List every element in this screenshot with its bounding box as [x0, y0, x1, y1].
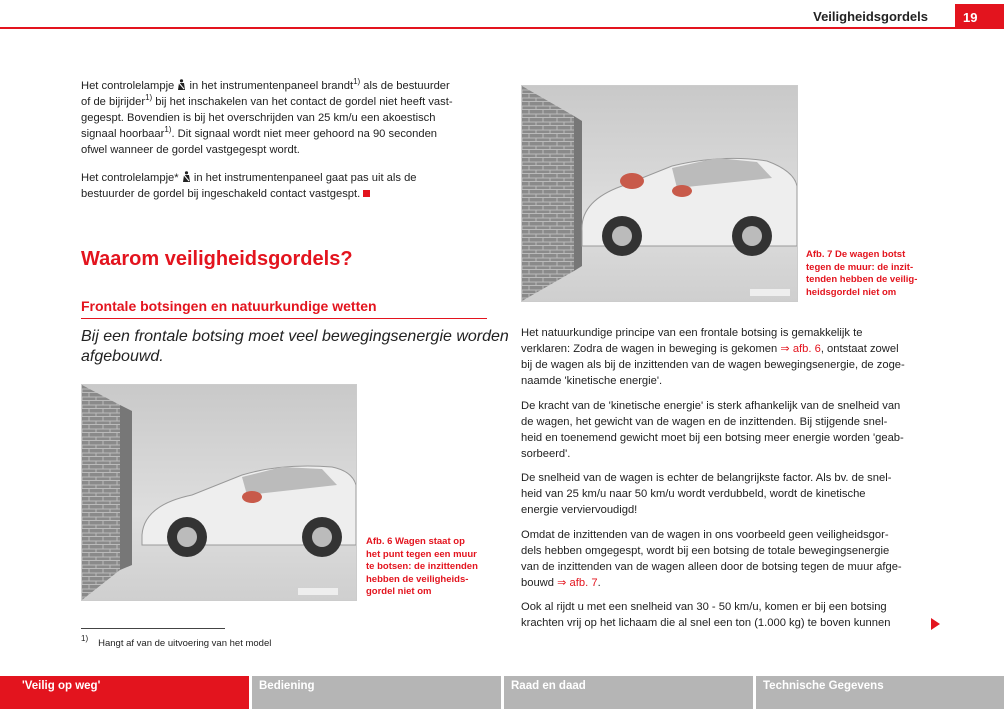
- text-run: ofwel wanneer de gordel vastgegespt wordt.: [81, 144, 300, 156]
- text-line: [521, 486, 891, 502]
- text-line: [521, 559, 902, 575]
- paragraph-lamp-off: [81, 170, 417, 202]
- text-run: .: [597, 577, 601, 589]
- paragraph-kinetic-energy: [521, 398, 904, 462]
- text-run: heid van 25 km/u naar 50 km/u wordt verdubbeld, wordt de kinetische: [521, 488, 866, 500]
- text-run: De kracht van de 'kinetische energie' is sterk afhankelijk van de snelheid van: [521, 400, 901, 412]
- figure-link[interactable]: ⇒ afb. 7: [557, 577, 598, 589]
- text-line: [521, 414, 904, 430]
- text-run: Het controlelampje: [81, 80, 178, 92]
- text-line: [81, 186, 417, 202]
- text-line: [521, 430, 904, 446]
- text-line: [81, 347, 509, 367]
- text-run: heid en toenemend gewicht moet bij een botsing meer energie worden 'geab-: [521, 432, 904, 444]
- text-run: , ontstaat zowel: [820, 343, 899, 355]
- footnote-reference: 1): [164, 125, 172, 134]
- text-line: [81, 327, 509, 347]
- text-line: [521, 341, 905, 357]
- figure-7-image: [521, 85, 798, 302]
- text-run: te botsen: de inzittenden: [366, 561, 478, 572]
- text-line: [366, 561, 478, 574]
- footnote: [81, 634, 272, 649]
- seatbelt-warning-icon: [182, 171, 191, 182]
- car-before-crash-illustration: [82, 385, 356, 600]
- text-run: Omdat de inzittenden van de wagen in ons voorbeeld geen veiligheidsgor-: [521, 529, 889, 541]
- text-line: [521, 357, 905, 373]
- text-run: bij het inschakelen van het contact de gordel niet heeft vast-: [152, 96, 453, 108]
- text-line: [521, 575, 902, 591]
- text-run: het punt tegen een muur: [366, 548, 477, 560]
- text-line: [366, 536, 478, 549]
- text-line: [521, 398, 904, 414]
- text-line: [521, 325, 905, 341]
- text-run: krachten vrij op het lichaam die al snel een ton (1.000 kg) te boven kunnen: [521, 617, 891, 629]
- text-line: [521, 599, 890, 615]
- nav-tab-bediening[interactable]: Bediening: [252, 676, 501, 709]
- text-run: tenden hebben de veilig-: [806, 274, 918, 285]
- text-run: tegen de muur: de inzit-: [806, 261, 914, 273]
- text-line: [366, 574, 478, 587]
- text-run: afgebouwd.: [81, 348, 164, 365]
- paragraph-warning-lamp: [81, 78, 453, 158]
- text-line: [81, 126, 453, 142]
- footnote-text: Hangt af van de uitvoering van het model: [98, 638, 272, 649]
- footnote-reference: 1): [145, 93, 153, 102]
- nav-tab-technische-gegevens[interactable]: Technische Gegevens: [756, 676, 1004, 709]
- nav-tab-veilig-op-weg[interactable]: 'Veilig op weg': [0, 676, 249, 709]
- text-line: [521, 615, 890, 631]
- figure-6-caption: [366, 536, 478, 599]
- text-line: [81, 78, 453, 94]
- text-run: energie verviervoudigd!: [521, 504, 638, 516]
- section-heading: Waarom veiligheidsgordels?: [81, 248, 353, 270]
- nav-tab-raad-en-daad[interactable]: Raad en daad: [504, 676, 753, 709]
- text-run: heidsgordel niet om: [806, 286, 897, 298]
- text-run: De snelheid van de wagen is echter de belangrijkste factor. Als bv. de snel-: [521, 472, 892, 484]
- paragraph-forces: [521, 599, 890, 631]
- text-line: [806, 274, 917, 287]
- text-line: [81, 110, 453, 126]
- text-line: [81, 94, 453, 110]
- header-rule: [0, 27, 955, 29]
- text-line: [521, 527, 902, 543]
- text-line: [806, 262, 917, 275]
- text-line: [521, 502, 891, 518]
- text-run: Het natuurkundige principe van een frontale botsing is gemakkelijk te: [521, 327, 863, 339]
- text-run: gegespt. Bovendien is bij het overschrijden van 25 km/u een akoestisch: [81, 112, 436, 124]
- text-run: . Dit signaal wordt niet meer gehoord na 90 seconden: [171, 128, 438, 140]
- text-run: Ook al rijdt u met een snelheid van 30 - 50 km/u, komen er bij een botsing: [521, 601, 887, 613]
- figure-7-caption: [806, 249, 917, 299]
- text-run: hebben de veiligheids-: [366, 573, 469, 585]
- text-line: [81, 170, 417, 186]
- lead-text: [81, 327, 509, 367]
- text-line: [366, 586, 478, 599]
- text-run: sorbeerd'.: [521, 448, 571, 460]
- text-line: [521, 470, 891, 486]
- text-line: [521, 446, 904, 462]
- figure-6-image: [81, 384, 357, 601]
- continue-arrow-icon: [931, 618, 940, 630]
- footnote-marker: 1): [81, 634, 89, 643]
- text-run: Het controlelampje*: [81, 172, 182, 184]
- text-run: Afb. 7 De wagen botst: [806, 249, 906, 260]
- paragraph-occupants: [521, 527, 902, 591]
- end-of-section-icon: [363, 190, 370, 197]
- text-line: [366, 549, 478, 562]
- text-line: [806, 287, 917, 300]
- text-line: [81, 142, 453, 158]
- text-run: dels hebben omgegespt, wordt bij een botsing de totale bewegingsenergie: [521, 545, 890, 557]
- footnote-rule: [81, 628, 225, 629]
- text-run: bestuurder de gordel bij ingeschakeld contact vastgespt.: [81, 188, 361, 200]
- text-run: in het instrumentenpaneel gaat pas uit als de: [190, 172, 417, 184]
- text-run: Bij een frontale botsing moet veel bewegingsenergie worden: [81, 328, 509, 345]
- text-run: gordel niet om: [366, 586, 432, 597]
- text-run: als de bestuurder: [360, 80, 450, 92]
- text-line: [806, 249, 917, 262]
- text-run: verklaren: Zodra de wagen in beweging is gekomen: [521, 343, 781, 355]
- text-run: bij de wagen als bij de inzittenden van de wagen bewegingsenergie, de zoge-: [521, 359, 905, 371]
- subheading-rule: [81, 318, 487, 319]
- chapter-title: Veiligheidsgordels: [813, 9, 928, 24]
- text-run: bouwd: [521, 577, 558, 589]
- text-run: Afb. 6 Wagen staat op: [366, 536, 465, 547]
- text-line: [521, 543, 902, 559]
- text-line: [521, 373, 905, 389]
- text-run: van de inzittenden van de wagen alleen door de botsing tegen de muur afge-: [521, 561, 902, 573]
- text-run: in het instrumentenpaneel brandt: [186, 80, 354, 92]
- car-crash-illustration: [522, 86, 797, 301]
- footnote-reference: 1): [353, 77, 361, 86]
- paragraph-physics: [521, 325, 905, 389]
- text-run: of de bijrijder: [81, 96, 146, 108]
- text-run: de wagen, het gewicht van de wagen en de inzittenden. Bij stijgende snel-: [521, 416, 888, 428]
- text-run: signaal hoorbaar: [81, 128, 165, 140]
- figure-link[interactable]: ⇒ afb. 6: [780, 343, 821, 355]
- subsection-heading: Frontale botsingen en natuurkundige wetten: [81, 298, 377, 314]
- text-run: naamde 'kinetische energie'.: [521, 375, 663, 387]
- paragraph-speed: [521, 470, 891, 518]
- page-number: 19: [955, 4, 1004, 29]
